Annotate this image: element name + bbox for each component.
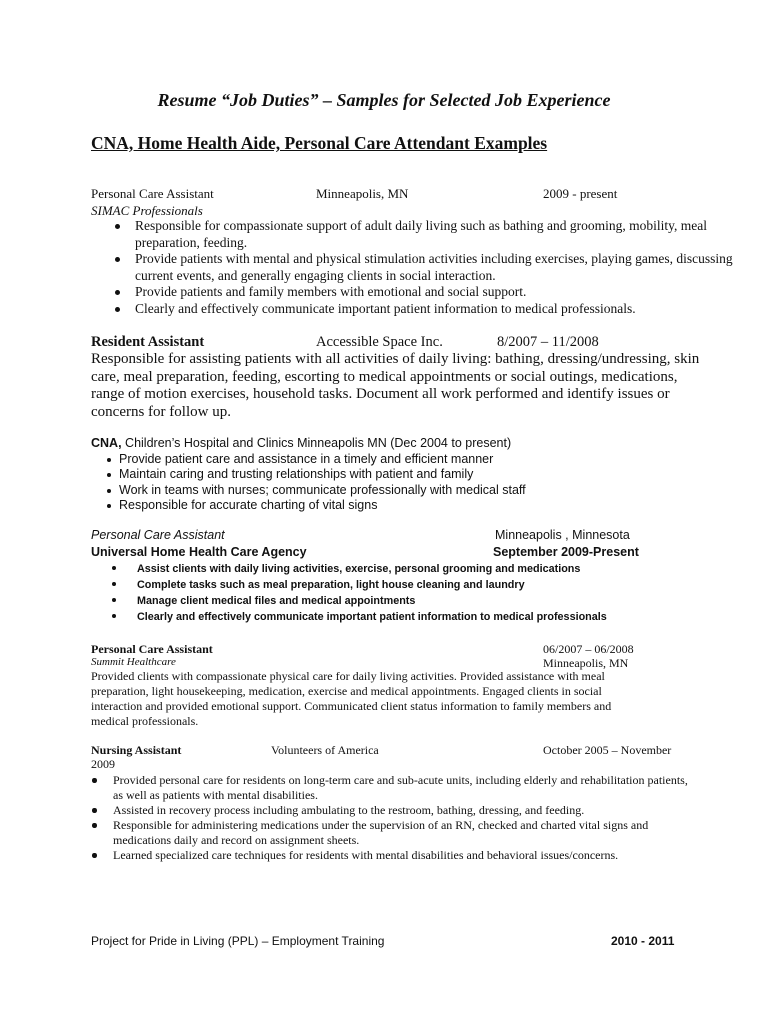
job-role: Personal Care Assistant — [91, 642, 213, 656]
list-item: Clearly and effectively communicate important patient information to medical professionals. — [135, 301, 735, 318]
job-dates: 2009 - present — [543, 186, 618, 201]
job-role: CNA, — [91, 436, 122, 450]
page-subtitle: CNA, Home Health Aide, Personal Care Attendant Examples — [91, 133, 548, 153]
list-item: Provide patients with mental and physical stimulation activities including exercises, playing games, discussing current events, and generally engaging clients in social interaction. — [135, 251, 735, 284]
job-dates: October 2005 – November — [543, 743, 672, 757]
program-name: Project for Pride in Living (PPL) – Employment Training — [91, 934, 385, 948]
job-employer: Universal Home Health Care Agency — [91, 545, 307, 559]
job-role: Resident Assistant — [91, 334, 205, 350]
job-dates: September 2009-Present — [493, 545, 639, 559]
job-description: Responsible for assisting patients with all activities of daily living: bathing, dressing/undressing, skin care, meal preparation, feeding, escorting to medical appointments or social outings, medications, range of motion exercises, household tasks. Document all work performed and identify issues or concerns for follow up. — [91, 351, 700, 420]
job-employer: Accessible Space Inc. — [316, 334, 443, 350]
list-item: Provided personal care for residents on long-term care and sub-acute units, including elderly and rehabilitation patients, as well as patients with mental disabilities. — [113, 773, 693, 803]
list-item: Complete tasks such as meal preparation, light house cleaning and laundry — [137, 577, 697, 593]
list-item: Responsible for compassionate support of adult daily living such as bathing and grooming, mobility, meal preparation, feeding. — [135, 218, 735, 251]
job-duties-list — [119, 452, 679, 513]
job-location: Minneapolis, MN — [543, 656, 629, 670]
list-item: Responsible for administering medications under the supervision of an RN, checked and charted vital signs and medications daily and record on assignment sheets. — [113, 818, 693, 848]
list-item: Assist clients with daily living activities, exercise, personal grooming and medications — [137, 561, 697, 577]
job-dates-continued: 2009 — [91, 757, 115, 771]
list-item: Provide patients and family members with emotional and social support. — [135, 284, 735, 301]
job-dates: 06/2007 – 06/2008 — [543, 642, 634, 656]
job-employer: Volunteers of America — [271, 743, 379, 757]
job-role: Personal Care Assistant — [91, 186, 214, 201]
job-employer: SIMAC Professionals — [91, 203, 203, 218]
job-duties-list — [113, 773, 693, 863]
job-location: Minneapolis, MN — [316, 186, 409, 201]
job-description: Provided clients with compassionate physical care for daily living activities. Provided assistance with meal preparation, light housekeeping, medication, exercise and medical appointments. Engaged clients in social interaction and provided emotional support. Communicated client status information to family members and medical professionals. — [91, 669, 612, 728]
list-item: Work in teams with nurses; communicate professionally with medical staff — [119, 483, 679, 498]
job-employer: Summit Healthcare — [91, 656, 176, 668]
job-location: Minneapolis , Minnesota — [495, 528, 630, 542]
job-role: Personal Care Assistant — [91, 528, 225, 542]
job-dates: 8/2007 – 11/2008 — [497, 334, 599, 350]
list-item: Clearly and effectively communicate important patient information to medical professionals — [137, 609, 697, 625]
list-item: Manage client medical files and medical appointments — [137, 593, 697, 609]
list-item: Learned specialized care techniques for residents with mental disabilities and behavioral issues/concerns. — [113, 848, 693, 863]
job-details: Children’s Hospital and Clinics Minneapolis MN (Dec 2004 to present) — [125, 436, 512, 450]
job-role: Nursing Assistant — [91, 743, 182, 757]
list-item: Maintain caring and trusting relationships with patient and family — [119, 467, 679, 482]
page-title: Resume “Job Duties” – Samples for Selected Job Experience — [157, 90, 611, 110]
job-header — [91, 436, 511, 450]
list-item: Responsible for accurate charting of vital signs — [119, 498, 679, 513]
list-item: Provide patient care and assistance in a timely and efficient manner — [119, 452, 679, 467]
list-item: Assisted in recovery process including ambulating to the restroom, bathing, dressing, and feeding. — [113, 803, 693, 818]
job-duties-list — [135, 218, 735, 317]
program-dates: 2010 - 2011 — [611, 934, 675, 948]
job-duties-list — [137, 561, 697, 625]
